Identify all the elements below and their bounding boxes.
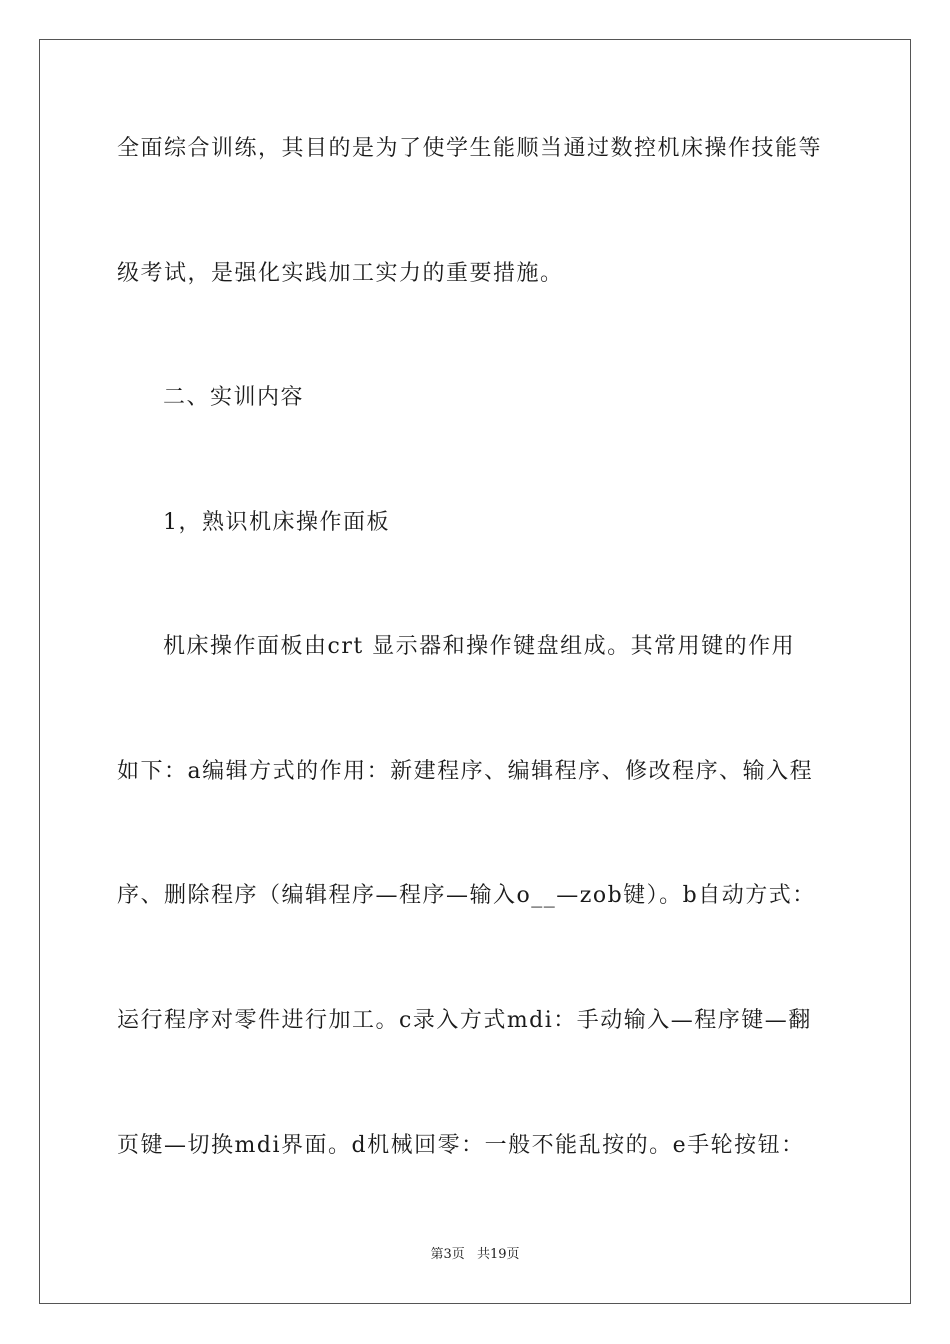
- body-line-1: 全面综合训练，其目的是为了使学生能顺当通过数控机床操作技能等: [117, 136, 823, 161]
- body-line-3: 机床操作面板由crt 显示器和操作键盘组成。其常用键的作用: [163, 634, 796, 659]
- page-number-total: 共19页: [476, 1247, 520, 1262]
- body-line-5: 序、删除程序（编辑程序—程序—输入o__—zob键）。b自动方式：: [117, 883, 816, 908]
- page-number-current: 第3页: [430, 1247, 465, 1262]
- body-line-4: 如下：a编辑方式的作用：新建程序、编辑程序、修改程序、输入程: [117, 759, 814, 784]
- body-line-2: 级考试，是强化实践加工实力的重要措施。: [117, 261, 564, 286]
- page-footer: [0, 1246, 950, 1264]
- body-line-6: 运行程序对零件进行加工。c录入方式mdi：手动输入—程序键—翻: [117, 1008, 812, 1033]
- body-line-7: 页键—切换mdi界面。d机械回零：一般不能乱按的。e手轮按钮：: [117, 1133, 805, 1158]
- page-border: [39, 39, 911, 1304]
- subsection-heading: 1，熟识机床操作面板: [163, 510, 390, 535]
- section-heading: 二、实训内容: [163, 385, 305, 410]
